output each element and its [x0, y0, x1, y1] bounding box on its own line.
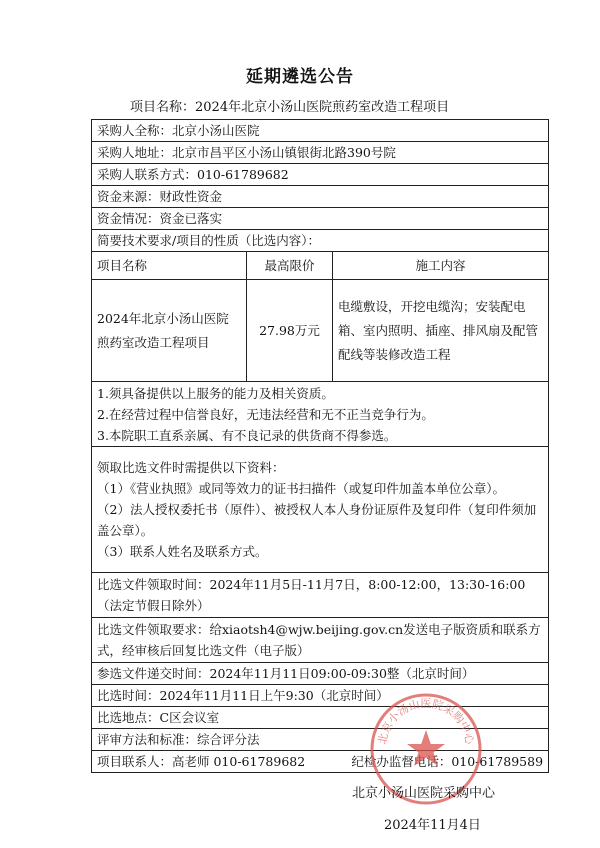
- buyer-name-row: 采购人全称：北京小汤山医院: [92, 120, 549, 142]
- brief-requirements-row: 简要技术要求/项目的性质（比选内容）：: [92, 230, 549, 252]
- pickup-requirement-row: 比选文件领取要求：给xiaotsh4@wjw.beijing.gov.cn发送电子版资质和联系方式，经审核后回复比选文件（电子版）: [92, 618, 549, 663]
- supervision-phone: 纪检办监督电话：010-61789589: [351, 754, 544, 769]
- header-project-name: 项目名称: [92, 252, 247, 280]
- announcement-table: [91, 119, 549, 773]
- documents-required-cell: [92, 447, 549, 573]
- selection-time-row: 比选时间：2024年11月11日上午9:30（北京时间）: [92, 685, 549, 707]
- buyer-address-row: 采购人地址：北京市昌平区小汤山镇银街北路390号院: [92, 142, 549, 164]
- submission-time-row: 参选文件递交时间：2024年11月11日09:00-09:30整（北京时间）: [92, 663, 549, 685]
- item-construction-content: 电缆敷设，开挖电缆沟；安装配电箱、室内照明、插座、排风扇及配管配线等装修改造工程: [333, 280, 549, 382]
- issuer-name: 北京小汤山医院采购中心: [352, 786, 496, 801]
- page-title: 延期遴选公告: [246, 67, 354, 87]
- evaluation-method-row: 评审方法和标准：综合评分法: [92, 729, 549, 751]
- document-item: （2）法人授权委托书（原件）、被授权人本人身份证原件及复印件（复印件须加盖公章）。: [97, 502, 537, 538]
- header-construction-content: 施工内容: [333, 252, 549, 280]
- seal-lettering: 北京小汤山医院采购中心: [375, 697, 477, 746]
- fund-source-row: 资金来源：财政性资金: [92, 186, 549, 208]
- buyer-contact-row: 采购人联系方式：010-61789682: [92, 164, 549, 186]
- pickup-time-row: 比选文件领取时间：2024年11月5日-11月7日，8:00-12:00，13:30-16:00（法定节假日除外）: [92, 573, 549, 618]
- qualification-item: 3.本院职工直系亲属、有不良记录的供货商不得参选。: [97, 427, 397, 443]
- documents-heading: 领取比选文件时需提供以下资料：: [97, 460, 285, 475]
- fund-status-row: 资金情况：资金已落实: [92, 208, 549, 230]
- header-max-price: 最高限价: [247, 252, 333, 280]
- issue-date: 2024年11月4日: [384, 818, 481, 833]
- item-project-name: 2024年北京小汤山医院煎药室改造工程项目: [92, 280, 247, 382]
- qualifications-cell: [92, 382, 549, 447]
- document-item: （1）《营业执照》或同等效力的证书扫描件（或复印件加盖本单位公章）。: [97, 481, 505, 496]
- item-max-price: 27.98万元: [247, 280, 333, 382]
- document-item: （3）联系人姓名及联系方式。: [97, 544, 268, 559]
- project-contact: 项目联系人：高老师 010-61789682: [97, 754, 306, 769]
- project-name: 项目名称：2024年北京小汤山医院煎药室改造工程项目: [130, 100, 450, 115]
- qualification-item: 2.在经营过程中信誉良好，无违法经营和无不正当竞争行为。: [97, 406, 434, 422]
- selection-location-row: 比选地点：C区会议室: [92, 707, 549, 729]
- qualification-item: 1.须具备提供以上服务的能力及相关资质。: [97, 385, 334, 401]
